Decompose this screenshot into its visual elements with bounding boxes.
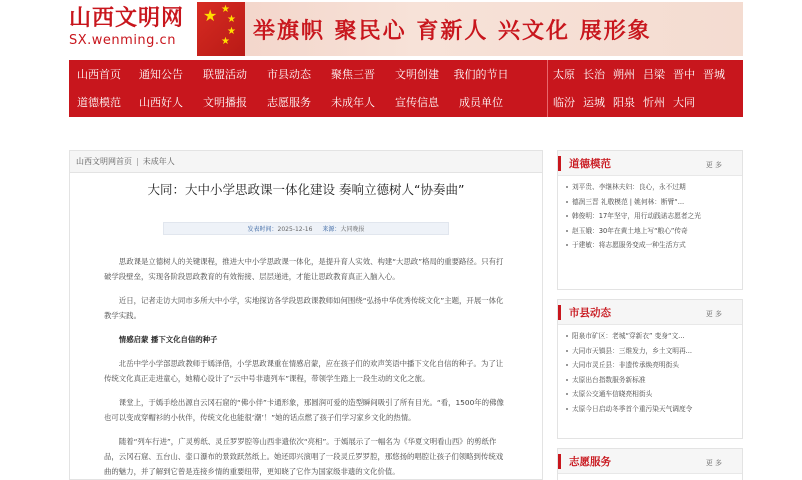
paragraph: 思政课是立德树人的关键课程，推进大中小学思政课一体化，是提升育人实效、构建“大思政”格局的重要路径。只有打破学段壁垒，实现各阶段思政教育的有效衔接、层层递进，才能让思政教育真正入脑入心。 (104, 257, 504, 281)
breadcrumb-section[interactable]: 未成年人 (142, 157, 175, 166)
list-item[interactable]: 德润三晋 礼敬模范 | 姚何林：断臂“... (566, 195, 742, 210)
nav-city-linfen[interactable]: 临汾 (553, 96, 575, 109)
nav-city-yuncheng[interactable]: 运城 (583, 96, 605, 109)
sidebar-header (558, 300, 742, 325)
nav-item-members[interactable]: 成员单位 (459, 96, 503, 109)
article-panel (69, 150, 543, 480)
logo-title: 山西文明网 (69, 6, 185, 31)
nav-item-county-news[interactable]: 市县动态 (267, 68, 311, 81)
breadcrumb (70, 151, 542, 173)
list-item[interactable]: 赵玉娥：30年在黄土地上写“粮心”传奇 (566, 224, 742, 239)
nav-cities-row-1 (548, 60, 743, 88)
accent-bar (558, 305, 561, 320)
logo-subtitle: SX.wenming.cn (69, 33, 176, 48)
nav-item-notices[interactable]: 通知公告 (139, 68, 183, 81)
nav-cities (547, 60, 743, 117)
nav-city-datong[interactable]: 大同 (673, 96, 695, 109)
nav-city-jinzhong[interactable]: 晋中 (673, 68, 695, 81)
article-title: 大同：大中小学思政课一体化建设 奏响立德树人“协奏曲” (147, 182, 465, 197)
publish-date: 发表时间：2025-12-16 (247, 226, 313, 233)
list-item[interactable]: 刘平贵、李继林夫妇：良心，永不过期 (566, 180, 742, 195)
article-meta (163, 222, 449, 235)
sidebar-volunteer (557, 448, 743, 480)
paragraph: 北岳中学小学部思政教师于嫣泽借，小学思政课重在情感启蒙，应在孩子们的欢声笑语中播下文化自信的种子。为了让传统文化真正走进童心，她精心设计了“云中号非遗列车”课程，带领学生踏上一段生动的文化之旅。 (104, 359, 504, 383)
accent-bar (558, 156, 561, 171)
more-link[interactable]: 更 多 (705, 161, 722, 169)
nav-cities-row-2 (548, 88, 743, 116)
banner-slogan: 举旗帜 聚民心 育新人 兴文化 展形象 (253, 19, 652, 44)
paragraph: 近日，记者走访大同市多所大中小学，实地探访各学段思政课教师如何围绕“弘扬中华优秀传统文化”主题，开展一体化教学实践。 (104, 296, 504, 320)
list-item[interactable]: 太原出台指数服务新标准 (566, 373, 742, 388)
nav-city-yangquan[interactable]: 阳泉 (613, 96, 635, 109)
sidebar-moral-models (557, 150, 743, 290)
site-logo[interactable] (69, 7, 195, 53)
nav-row-2 (69, 88, 545, 116)
nav-item-good-people[interactable]: 山西好人 (139, 96, 183, 109)
nav-city-lvliang[interactable]: 吕梁 (643, 68, 665, 81)
sidebar-list (558, 325, 742, 416)
nav-item-moral-models[interactable]: 道德模范 (77, 96, 121, 109)
nav-item-alliance[interactable]: 联盟活动 (203, 68, 247, 81)
nav-city-changzhi[interactable]: 长治 (583, 68, 605, 81)
sidebar-list (558, 176, 742, 253)
site-header (0, 0, 802, 58)
nav-city-jincheng[interactable]: 晋城 (703, 68, 725, 81)
nav-city-shuozhou[interactable]: 朔州 (613, 68, 635, 81)
nav-item-focus[interactable]: 聚焦三晋 (331, 68, 375, 81)
more-link[interactable]: 更 多 (705, 310, 722, 318)
nav-item-creation[interactable]: 文明创建 (395, 68, 439, 81)
nav-item-publicity[interactable]: 宣传信息 (395, 96, 439, 109)
list-item[interactable]: 大同市天镇县：三维发力，乡土文明再... (566, 344, 742, 359)
sidebar-title[interactable]: 志愿服务 (569, 456, 611, 468)
nav-item-broadcast[interactable]: 文明播报 (203, 96, 247, 109)
header-banner (197, 2, 743, 56)
list-item[interactable]: 太原今日启动冬季首个重污染天气调度令 (566, 402, 742, 417)
nav-item-festivals[interactable]: 我们的节日 (453, 68, 509, 81)
breadcrumb-home[interactable]: 山西文明网首页 (76, 157, 132, 166)
list-item[interactable]: 阳泉市矿区：老城“穿新衣” 变身“文... (566, 329, 742, 344)
nav-item-volunteer[interactable]: 志愿服务 (267, 96, 311, 109)
nav-row-1 (69, 60, 545, 88)
list-item[interactable]: 太原公交通车信晓亮相街头 (566, 387, 742, 402)
nav-city-taiyuan[interactable]: 太原 (553, 68, 575, 81)
paragraph: 随着“列车行进”，广灵剪纸、灵丘罗罗腔等山西非遗依次“亮相”。于嫣展示了一幅名为《华夏文明看山西》的剪纸作品，云冈石窟、五台山、壶口瀑布的景致跃然纸上。她还即兴演唱了一段灵丘罗罗腔，那悠扬的唱腔让孩子们领略到传统戏曲的魅力，并了解到它曾是连接乡情的重要纽带，更知晓了它作为国家级非遗的文化价值。 (104, 437, 504, 476)
article-source: 来源：大同晚报 (322, 226, 365, 233)
more-link[interactable]: 更 多 (705, 459, 722, 467)
flag-icon: ★ ★ ★ ★ ★ (197, 2, 245, 56)
breadcrumb-separator: | (136, 157, 139, 166)
nav-sections (69, 60, 545, 117)
nav-city-xinzhou[interactable]: 忻州 (643, 96, 665, 109)
list-item[interactable]: 大同市灵丘县：非遗传承焕亮明街头 (566, 358, 742, 373)
list-item[interactable]: 韩俊明：17年坚守，用行动践诺志愿者之光 (566, 209, 742, 224)
section-heading: 情感启蒙 播下文化自信的种子 (118, 335, 218, 344)
sidebar-county-news (557, 299, 743, 439)
sidebar-header (558, 151, 742, 176)
nav-item-home[interactable]: 山西首页 (77, 68, 121, 81)
paragraph: 课堂上，于嫣手绘出源自云冈石窟的“佛小伴”卡通形象，那圆润可爱的造型瞬间吸引了所有目光。“看，1500年的佛像也可以变成穿帽衫的小伙伴，传统文化也能很‘潮’！”她的话点燃了孩子们学习家乡文化的热情。 (104, 398, 504, 422)
accent-bar (558, 454, 561, 469)
list-item[interactable]: 于建敏：将志愿服务变成一种生活方式 (566, 238, 742, 253)
article-body (70, 254, 542, 479)
sidebar-title[interactable]: 市县动态 (569, 307, 611, 319)
sidebar-title[interactable]: 道德模范 (569, 158, 611, 170)
sidebar-header (558, 449, 742, 474)
main-nav (69, 60, 743, 117)
nav-item-minors[interactable]: 未成年人 (331, 96, 375, 109)
